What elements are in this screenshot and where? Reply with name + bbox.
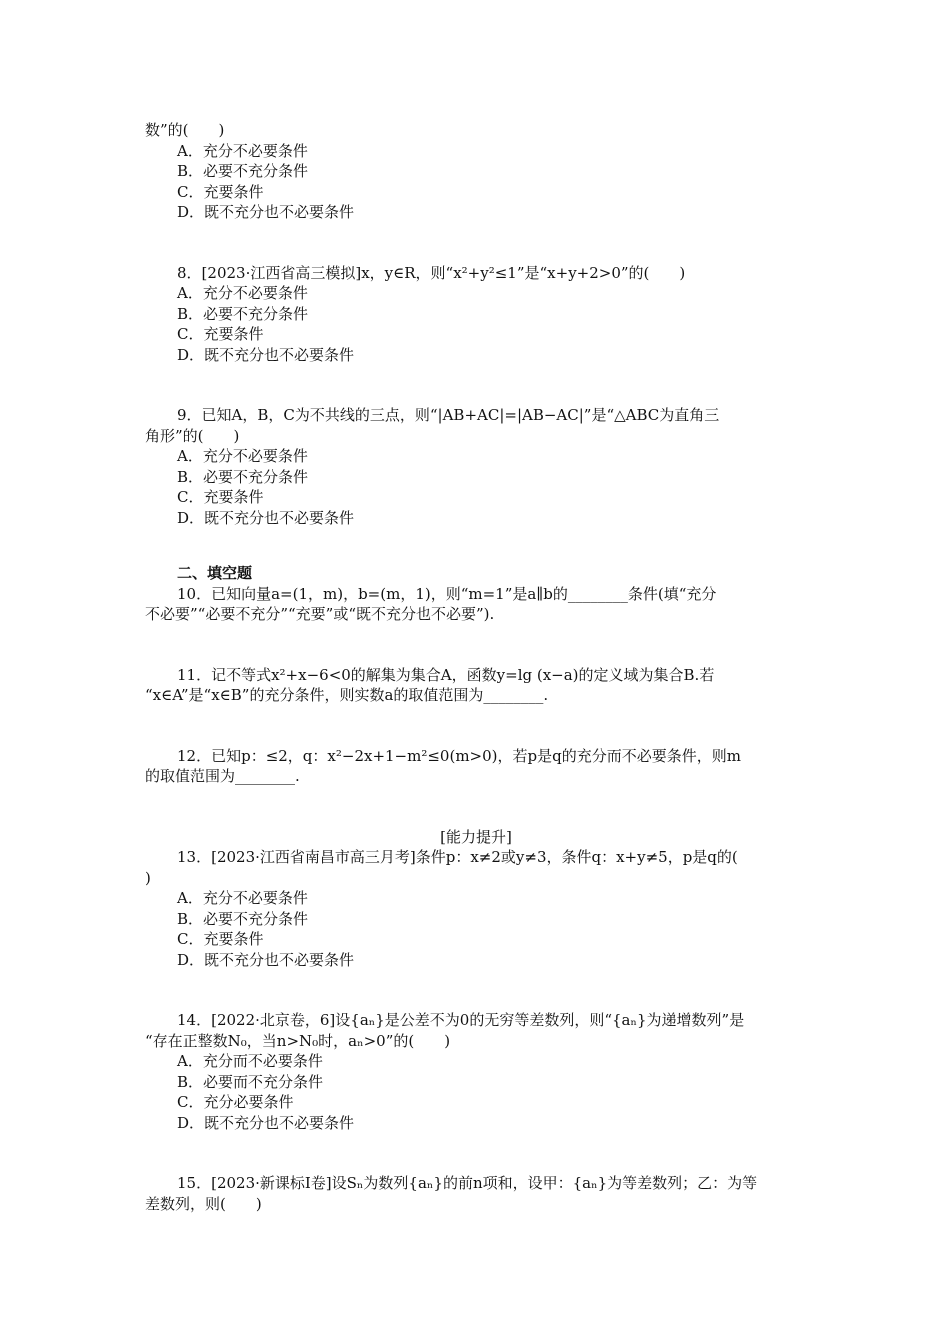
spacer [145, 625, 807, 665]
q14-option-b: B．必要而不充分条件 [177, 1072, 324, 1091]
q11-line2: “x∈A”是“x∈B”的充分条件，则实数a的取值范围为________. [145, 686, 549, 704]
spacer [145, 365, 807, 405]
q8-option-c: C．充要条件 [177, 325, 264, 343]
spacer [145, 1133, 807, 1173]
q14-line2: “存在正整数N₀，当n>N₀时，aₙ>0”的( ) [145, 1031, 451, 1050]
q12-line2: 的取值范围为________. [145, 767, 300, 785]
q8-option-d: D．既不充分也不必要条件 [177, 345, 355, 364]
q14-option-c: C．充分必要条件 [177, 1093, 294, 1111]
q9-option-d: D．既不充分也不必要条件 [177, 508, 355, 527]
q9-option-c: C．充要条件 [177, 488, 264, 506]
spacer [145, 706, 807, 746]
q15-line1: 15．[2023·新课标Ⅰ卷]设Sₙ为数列{aₙ}的前n项和，设甲：{aₙ}为等差数列；乙：为等 [177, 1174, 758, 1192]
q13-option-d: D．既不充分也不必要条件 [177, 950, 355, 969]
section-heading-fill-in: 二、填空题 [177, 564, 253, 582]
q13-option-a: A．充分不必要条件 [177, 889, 308, 907]
spacer [145, 787, 807, 827]
q7-option-a: A．充分不必要条件 [177, 141, 308, 160]
q14-line1: 14．[2022·北京卷，6]设{aₙ}是公差不为0的无穷等差数列，则“{aₙ}为递增数列”是 [177, 1011, 745, 1029]
q14-option-a: A．充分而不必要条件 [177, 1052, 323, 1070]
section-heading-ability: [能力提升] [440, 827, 512, 846]
spacer [145, 528, 807, 563]
q12-line1: 12．已知p：≤2，q：x²−2x+1−m²≤0(m>0)，若p是q的充分而不必要条件，则m [177, 746, 741, 765]
q9-stem-line1: 9．已知A，B，C为不共线的三点，则“|AB+AC|=|AB−AC|”是“△ABC为直角三 [177, 406, 720, 424]
q14-option-d: D．既不充分也不必要条件 [177, 1113, 355, 1132]
worksheet-page [145, 120, 807, 1214]
q8-option-b: B．必要不充分条件 [177, 304, 309, 323]
q8-stem: 8．[2023·江西省高三模拟]x，y∈R，则“x²+y²≤1”是“x+y+2>0”的( ) [177, 263, 686, 282]
q11-line1: 11．记不等式x²+x−6<0的解集为集合A，函数y=lg (x−a)的定义域为集合B.若 [177, 665, 715, 684]
q13-option-c: C．充要条件 [177, 930, 264, 948]
q13-line1: 13．[2023·江西省南昌市高三月考]条件p：x≠2或y≠3，条件q：x+y≠5，p是q的( [177, 848, 738, 866]
q8-option-a: A．充分不必要条件 [177, 284, 308, 302]
q13-option-b: B．必要不充分条件 [177, 909, 309, 928]
q10-line1: 10．已知向量a=(1，m)，b=(m，1)，则“m=1”是a∥b的________条件(填“充分 [177, 584, 717, 603]
q7-option-d: D．既不充分也不必要条件 [177, 203, 355, 221]
q15-line2: 差数列，则( ) [145, 1194, 262, 1213]
spacer [145, 223, 807, 263]
q7-option-c: C．充要条件 [177, 182, 264, 201]
q7-option-b: B．必要不充分条件 [177, 162, 309, 180]
q10-line2: 不必要”“必要不充分”“充要”或“既不充分也不必要”). [145, 605, 495, 623]
q7-stem-tail: 数”的( ) [145, 121, 225, 139]
spacer [145, 970, 807, 1010]
q9-stem-line2: 角形”的( ) [145, 426, 240, 445]
q9-option-a: A．充分不必要条件 [177, 447, 308, 465]
q9-option-b: B．必要不充分条件 [177, 467, 309, 486]
q13-line2: ) [145, 868, 151, 887]
